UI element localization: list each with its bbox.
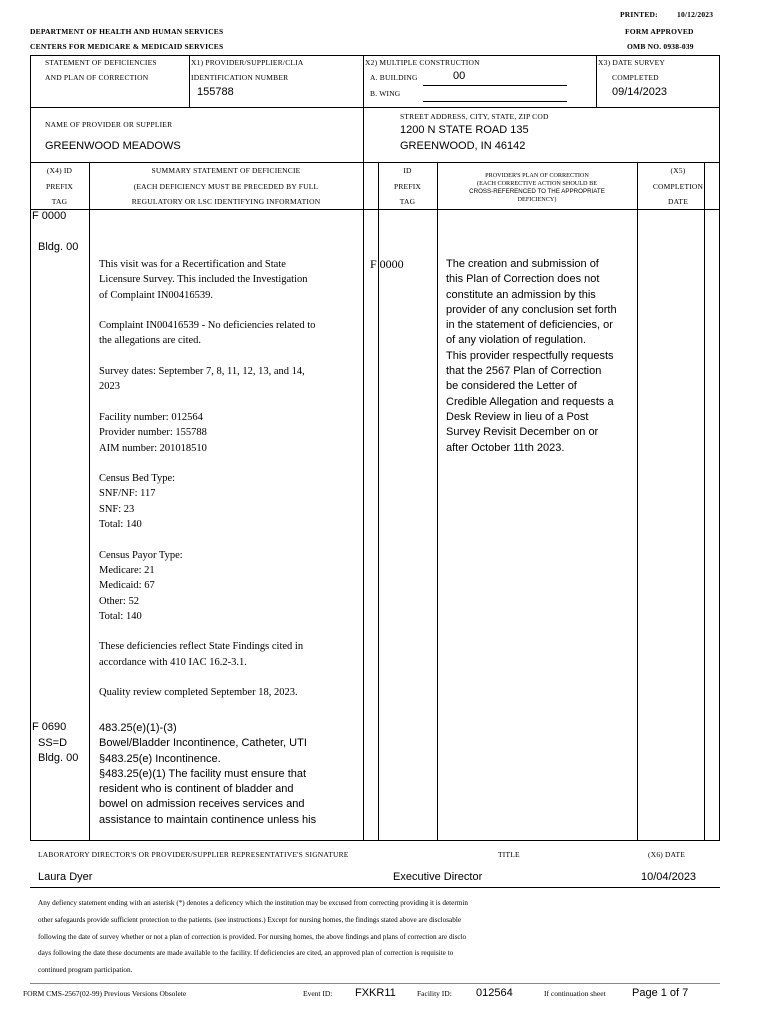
x4-header-3: TAG (51, 197, 68, 206)
summary-line (99, 532, 315, 547)
disclaimer-line: continued program participation. (38, 966, 133, 975)
title-label: TITLE (498, 850, 520, 859)
plan-header-3: CROSS-REFERENCED TO THE APPROPRIATE (469, 188, 605, 195)
summary-line: Quality review completed September 18, 2023. (99, 687, 298, 699)
disclaimer-line: days following the date these documents are made available to the facility. If deficiencies are cited, an approved plan of correction is requisite to (38, 949, 454, 958)
plan-header-2: (EACH CORRECTIVE ACTION SHOULD BE (477, 180, 597, 187)
x4-header-2: PREFIX (45, 182, 74, 191)
plan-line: constitute an admission by this (446, 288, 596, 301)
provider-name-label: NAME OF PROVIDER OR SUPPLIER (45, 120, 173, 129)
plan-line: Survey Revisit December on or (446, 426, 599, 439)
x3-label-2: COMPLETED (612, 73, 659, 82)
summary-line: This visit was for a Recertification and State (99, 259, 286, 270)
summary-header-1: SUMMARY STATEMENT OF DEFICIENCIE (151, 166, 301, 175)
plan-line: The creation and submission of (446, 258, 599, 270)
summary-line: SNF: 23 (99, 503, 135, 515)
disclaimer (38, 895, 468, 979)
date-label: (X6) DATE (648, 850, 686, 859)
summary-line: Provider number: 155788 (99, 427, 207, 439)
signer-title: Executive Director (393, 871, 483, 883)
x5-header-3: DATE (668, 197, 688, 206)
f0690-line: Bowel/Bladder Incontinence, Catheter, UTI (99, 737, 307, 750)
summary-line (99, 624, 315, 639)
x5-header-2: COMPLETION (652, 182, 704, 191)
summary-line: AIM number: 201018510 (99, 442, 207, 454)
x1-label-1: X1) PROVIDER/SUPPLIER/CLIA (191, 58, 304, 67)
id-header-3: TAG (399, 197, 416, 206)
wing-label: B. WING (370, 89, 401, 98)
tag-ss: SS=D (38, 737, 68, 749)
disclaimer-line: other safegaurds provide sufficient protection to the patients. (see instructions.) Except for nursing homes, the findings stated above are disclosable (38, 915, 462, 924)
department-title: DEPARTMENT OF HEALTH AND HUMAN SERVICES (30, 27, 224, 36)
provider-name: GREENWOOD MEADOWS (45, 140, 181, 152)
form-approved: FORM APPROVED (625, 27, 694, 36)
signature-date: 10/04/2023 (641, 871, 697, 883)
plan-line: be considered the Letter of (446, 380, 577, 393)
summary-line: accordance with 410 IAC 16.2-3.1. (99, 656, 247, 668)
tag-bldg-00: Bldg. 00 (38, 241, 79, 253)
summary-header-2: (EACH DEFICIENCY MUST BE PRECEDED BY FULL (133, 182, 319, 191)
disclaimer-line: following the date of survey whether or not a plan of correction is provided. For nursing homes, the above findings and plans of correction are disclo (38, 932, 467, 941)
plan-line: of any violation of regulation. (446, 334, 587, 347)
summary-line: Medicaid: 67 (99, 580, 155, 592)
disclaimer-line: Any defiency statement ending with an asterisk (*) denotes a deficency which the institution may be excused from correcting providing it is determin (38, 899, 468, 907)
summary-line (99, 395, 315, 410)
printed-date: 10/12/2023 (677, 10, 714, 19)
summary-line: Total: 140 (99, 610, 142, 622)
footer-continuation: If continuation sheet (544, 989, 606, 998)
summary-line: 2023 (99, 381, 120, 393)
footer-facility-id: 012564 (476, 987, 513, 999)
summary-line: of Complaint IN00416539. (99, 289, 214, 301)
signer-name: Laura Dyer (38, 871, 93, 883)
x3-label-1: X3) DATE SURVEY (598, 58, 665, 67)
summary-line: Census Bed Type: (99, 473, 176, 485)
footer-form: FORM CMS-2567(02-99) Previous Versions Obsolete (23, 989, 187, 998)
footer-event-label: Event ID: (303, 989, 333, 998)
summary-line: Other: 52 (99, 595, 139, 607)
address-label: STREET ADDRESS, CITY, STATE, ZIP COD (400, 112, 549, 121)
summary-line: Census Payor Type: (99, 549, 183, 561)
plan-line: that the 2567 Plan of Correction (446, 365, 602, 378)
x1-label-2: IDENTIFICATION NUMBER (191, 73, 289, 82)
f0690-statement (99, 721, 316, 828)
f0690-line: §483.25(e)(1) The facility must ensure that (99, 767, 307, 780)
plan-line: provider of any conclusion set forth (446, 303, 617, 316)
tag-f0690: F 0690 (32, 721, 67, 733)
summary-header-3: REGULATORY OR LSC IDENTIFYING INFORMATION (131, 197, 321, 206)
id-header-1: ID (403, 166, 412, 175)
summary-line: Total: 140 (99, 519, 142, 531)
plan-header-4: DEFICIENCY) (517, 196, 557, 203)
x3-survey-date: 09/14/2023 (612, 86, 668, 98)
summary-line (99, 456, 315, 471)
f0690-line: bowel on admission receives services and (99, 798, 305, 811)
tag-f0000: F 0000 (32, 210, 67, 222)
summary-line: Facility number: 012564 (99, 411, 203, 423)
centers-title: CENTERS FOR MEDICARE & MEDICAID SERVICES (30, 42, 224, 51)
x4-header-1: (X4) ID (46, 166, 73, 175)
footer-facility-label: Facility ID: (417, 989, 452, 998)
building-value: 00 (453, 70, 466, 82)
footer-page-number: Page 1 of 7 (632, 987, 689, 999)
signature-label: LABORATORY DIRECTOR'S OR PROVIDER/SUPPLIER REPRESENTATIVE'S SIGNATURE (38, 850, 349, 859)
plan-line: in the statement of deficiencies, or (446, 319, 613, 332)
x5-header-1: (X5) (670, 166, 686, 175)
f0690-line: assistance to maintain continence unless his (99, 813, 317, 826)
plan-line: This provider respectfully requests (446, 349, 614, 362)
summary-line (99, 303, 315, 318)
summary-line: Licensure Survey. This included the Investigation (99, 274, 308, 286)
summary-line: These deficiencies reflect State Findings cited in (99, 641, 304, 653)
x2-label: X2) MULTIPLE CONSTRUCTION (365, 58, 480, 67)
footer-event-id: FXKR11 (355, 987, 396, 999)
f0690-line: resident who is continent of bladder and (99, 783, 294, 796)
building-label: A. BUILDING (370, 73, 418, 82)
summary-line: Medicare: 21 (99, 564, 155, 576)
summary-statement (99, 257, 315, 701)
statement-label-2: AND PLAN OF CORRECTION (45, 73, 149, 82)
plan-line: Desk Review in lieu of a Post (446, 410, 589, 423)
f0690-line: §483.25(e) Incontinence. (99, 752, 221, 765)
f0690-line: 483.25(e)(1)-(3) (99, 722, 177, 734)
summary-line: SNF/NF: 117 (99, 488, 156, 500)
plan-line: after October 11th 2023. (446, 441, 565, 454)
plan-line: Credible Allegation and requests a (446, 395, 614, 408)
omb-number: OMB NO. 0938-039 (627, 42, 694, 51)
id-header-2: PREFIX (393, 182, 422, 191)
plan-header-1: PROVIDER'S PLAN OF CORRECTION (485, 172, 589, 179)
plan-of-correction (446, 257, 617, 456)
x1-provider-number: 155788 (197, 86, 234, 98)
printed-label: PRINTED: (620, 10, 658, 19)
address-line1: 1200 N STATE ROAD 135 (400, 124, 529, 136)
summary-line: the allegations are cited. (99, 335, 202, 347)
statement-label-1: STATEMENT OF DEFICIENCIES (45, 58, 157, 67)
summary-line: Complaint IN00416539 - No deficiencies related to (99, 320, 316, 332)
summary-line (99, 670, 315, 685)
address-line2: GREENWOOD, IN 46142 (400, 140, 526, 152)
plan-line: this Plan of Correction does not (446, 273, 600, 286)
summary-line: Survey dates: September 7, 8, 11, 12, 13, and 14, (99, 366, 305, 378)
summary-line (99, 349, 315, 364)
id-tag-f0000: F 0000 (370, 257, 404, 271)
tag-bldg-00b: Bldg. 00 (38, 752, 79, 764)
